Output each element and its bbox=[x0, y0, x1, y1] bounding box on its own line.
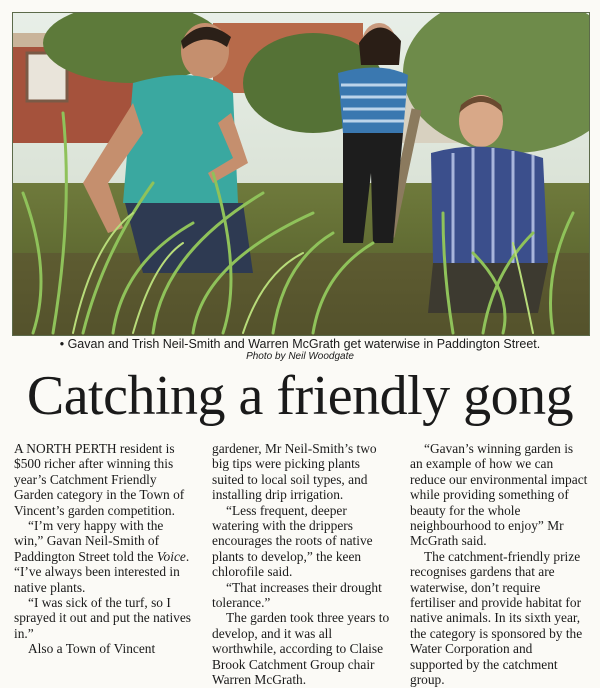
article-column-1 bbox=[14, 441, 192, 661]
paragraph: A NORTH PERTH resident is $500 richer after winning this year’s Catchment Friendly Garden category in the Town of Vincent’s garden competition. bbox=[14, 441, 185, 518]
garden-photo bbox=[12, 12, 590, 336]
paragraph: “Gavan’s winning garden is an example of how we can reduce our environmental impact while providing something of beauty for the whole neighbourhood to enjoy” Mr McGrath said. bbox=[410, 441, 588, 549]
paragraph: “I was sick of the turf, so I sprayed it out and put the natives in.” bbox=[14, 595, 192, 641]
photo-credit: Photo by Neil Woodgate bbox=[246, 351, 354, 362]
headline: Catching a friendly gong bbox=[26, 365, 574, 427]
paragraph: “Less frequent, deeper watering with the drippers encourages the roots of native plants to develop,” the keen chlorofile said. bbox=[212, 502, 373, 580]
paragraph: Also a Town of Vincent bbox=[28, 641, 156, 657]
paragraph: The garden took three years to develop, and it was all worthwhile, according to Claise Brook Catchment Group chair Warren McGrath. bbox=[212, 610, 390, 688]
paragraph: gardener, Mr Neil-Smith’s two big tips were picking plants suited to local soil types, and installing drip irrigation. bbox=[212, 441, 377, 503]
article-column-2 bbox=[212, 441, 390, 688]
paragraph: “That increases their drought tolerance.” bbox=[212, 579, 382, 611]
article-column-3 bbox=[410, 441, 588, 688]
paragraph: “I’m very happy with the win,” Gavan Neil-Smith of Paddington Street told the Voice. “I’ve always been interested in native plants. bbox=[14, 518, 190, 595]
article-body bbox=[14, 441, 588, 688]
paragraph: The catchment-friendly prize recognises gardens that are waterwise, don’t require fertiliser and provide habitat for native animals. In its sixth year, the category is sponsored by the Water Corporation and supported by the catchment group. bbox=[410, 548, 583, 688]
photo-caption: • Gavan and Trish Neil-Smith and Warren McGrath get waterwise in Paddington Street. bbox=[59, 337, 541, 351]
